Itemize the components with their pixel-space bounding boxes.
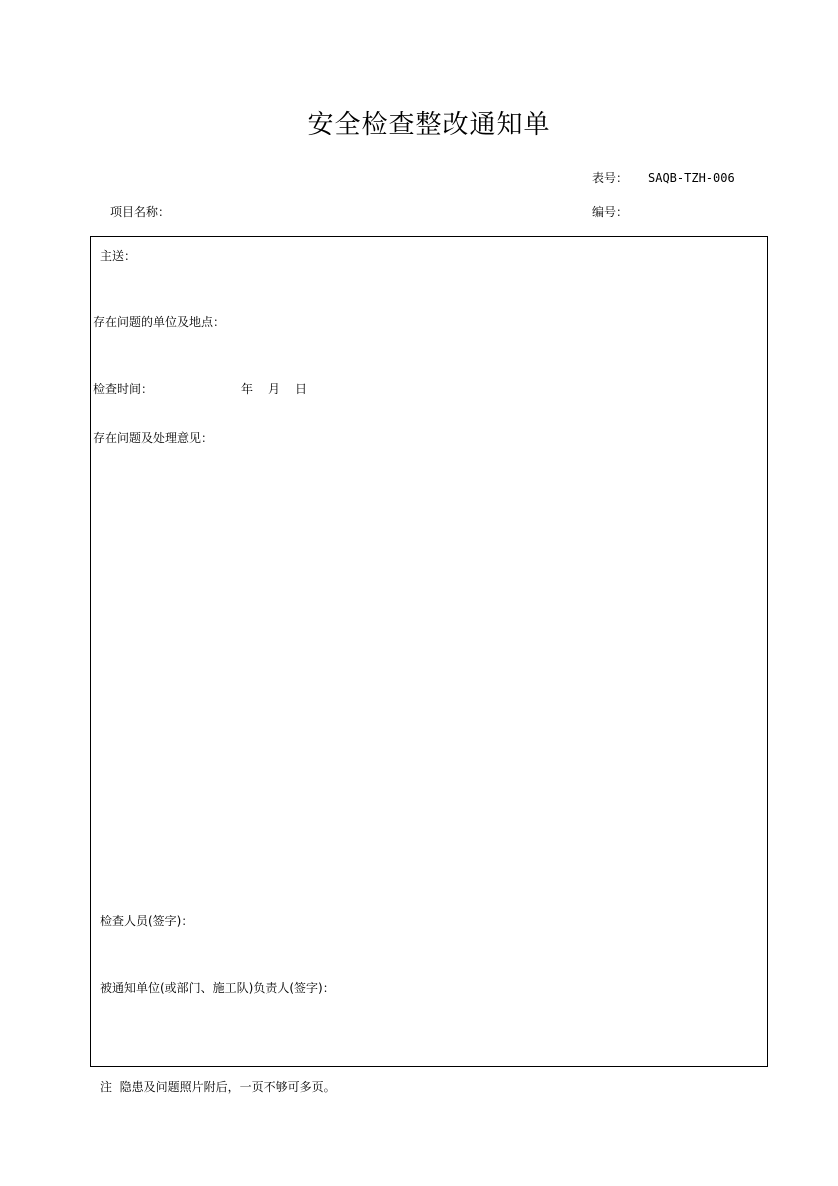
project-name-label: 项目名称： [110, 205, 171, 219]
date-month-label: 月 [268, 382, 281, 396]
issues-opinion-label: 存在问题及处理意见： [93, 431, 214, 445]
serial-number-label: 编号： [592, 205, 629, 219]
date-day-label: 日 [295, 382, 308, 396]
notice-form-box [90, 236, 768, 1067]
date-year-label: 年 [241, 382, 254, 396]
form-number-value: SAQB-TZH-006 [648, 171, 735, 185]
footer-note: 注 隐患及问题照片附后，一页不够可多页。 [100, 1080, 336, 1094]
recipient-label: 主送： [100, 249, 137, 263]
inspection-time-label: 检查时间： [93, 382, 154, 396]
notified-unit-signature-label: 被通知单位(或部门、施工队)负责人(签字)： [100, 981, 335, 995]
inspector-signature-label: 检查人员(签字)： [100, 914, 194, 928]
unit-location-label: 存在问题的单位及地点： [93, 315, 226, 329]
form-number-label: 表号： [592, 171, 629, 185]
page-title: 安全检查整改通知单 [307, 110, 551, 140]
